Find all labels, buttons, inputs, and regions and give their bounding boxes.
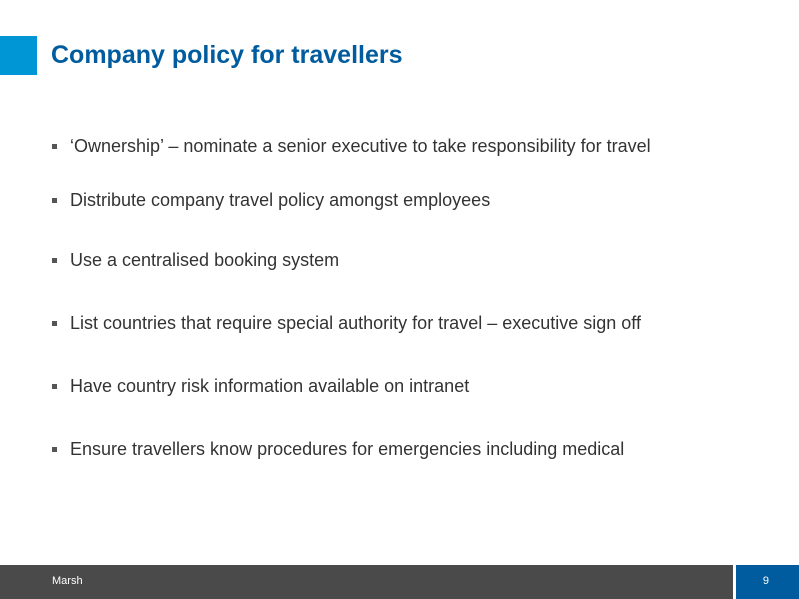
- bullet-text: Distribute company travel policy amongst employees: [70, 189, 491, 210]
- square-bullet-icon: [52, 198, 57, 203]
- square-bullet-icon: [52, 321, 57, 326]
- page-number-box: [736, 565, 799, 599]
- square-bullet-icon: [52, 144, 57, 149]
- square-bullet-icon: [52, 384, 57, 389]
- bullet-text: ‘Ownership’ – nominate a senior executive to take responsibility for travel: [70, 135, 651, 156]
- page-number: 9: [762, 575, 769, 587]
- bullet-item: [52, 311, 641, 335]
- bullet-text: Ensure travellers know procedures for emergencies including medical: [70, 438, 625, 459]
- bullet-item: [52, 437, 624, 461]
- square-bullet-icon: [52, 258, 57, 263]
- bullet-text: Have country risk information available on intranet: [70, 375, 470, 396]
- title-accent-block: [0, 36, 37, 75]
- bullet-item: [52, 188, 490, 212]
- footer-bar: [0, 565, 733, 599]
- slide-title: Company policy for travellers: [51, 41, 403, 69]
- bullet-item: [52, 374, 469, 398]
- bullet-text: Use a centralised booking system: [70, 249, 340, 270]
- footer-brand: Marsh: [52, 575, 83, 587]
- bullet-item: [52, 134, 651, 158]
- bullet-text: List countries that require special authority for travel – executive sign off: [70, 312, 641, 333]
- bullet-item: [52, 248, 339, 272]
- square-bullet-icon: [52, 447, 57, 452]
